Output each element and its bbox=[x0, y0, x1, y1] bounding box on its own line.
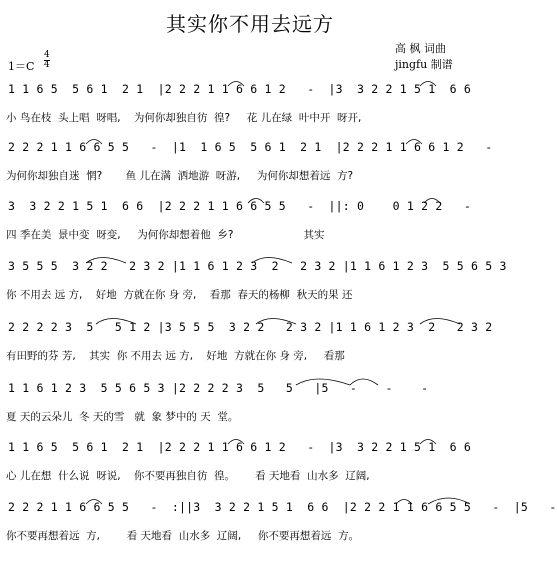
time-signature-top: 4 bbox=[44, 50, 50, 60]
lyric-line: 四 季在美 景中变 呀变, 为何你却想着他 乡? 其实 bbox=[6, 229, 325, 241]
key-signature: 1＝C bbox=[8, 60, 35, 73]
lyric-line: 小 鸟在枝 头上唱 呀唱, 为何你却独自彷 徨? 花 儿在绿 叶中开 呀开, bbox=[6, 112, 362, 124]
notation-line: 1 1 6 5 5 6 1 2 1 |2 2 2 1 1 6 6 1 2 - |3 3 2 2 1 5 1 6 6 bbox=[8, 440, 472, 454]
lyric-line: 有田野的芬 芳, 其实 你 不用去 远 方, 好地 方就在你 身 旁, 看那 bbox=[6, 350, 345, 362]
lyric-line: 心 儿在想 什么说 呀说, 你不要再独自彷 徨。 看 天地看 山水多 辽阔, bbox=[6, 470, 370, 482]
notation-line: 2 2 2 2 3 5 5 1 2 |3 5 5 5 3 2 2 2 3 2 |1 1 6 1 2 3 2 2 3 2 bbox=[8, 320, 493, 334]
song-title: 其实你不用去远方 bbox=[166, 12, 334, 36]
notation-line: 2 2 2 1 1 6 6 5 5 - |1 1 6 5 5 6 1 2 1 |2 2 2 1 1 6 6 1 2 - bbox=[8, 140, 493, 154]
lyric-line: 你 不用去 远 方, 好地 方就在你 身 旁, 看那 春天的杨柳 秋天的果 还 bbox=[6, 289, 353, 301]
notator-credit: jingfu 制谱 bbox=[395, 58, 453, 71]
score-line-6 bbox=[0, 381, 500, 441]
score-line-7 bbox=[0, 440, 500, 500]
lyric-line: 夏 天的云朵儿 冬 天的雪 就 象 梦中的 天 堂。 bbox=[6, 411, 239, 423]
score-line-5 bbox=[0, 320, 500, 380]
lyric-line: 你不要再想着远 方, 看 天地看 山水多 辽阔, 你不要再想着远 方。 bbox=[6, 530, 360, 542]
score-line-1 bbox=[0, 82, 500, 142]
notation-line: 1 1 6 5 5 6 1 2 1 |2 2 2 1 1 6 6 1 2 - |3 3 2 2 1 5 1 6 6 bbox=[8, 82, 472, 96]
notation-line: 1 1 6 1 2 3 5 5 6 5 3 |2 2 2 2 3 5 5 |5 - - - bbox=[8, 381, 429, 395]
score-line-4 bbox=[0, 259, 507, 319]
notation-line: 3 3 2 2 1 5 1 6 6 |2 2 2 1 1 6 6 5 5 - ||: 0 0 1 2 2 - bbox=[8, 199, 472, 213]
score-line-2 bbox=[0, 140, 500, 200]
lyricist-credit: 高 枫 词曲 bbox=[395, 42, 446, 55]
lyric-line: 为何你却独自迷 惘? 鱼 儿在满 洒地游 呀游, 为何你却想着远 方? bbox=[6, 170, 354, 182]
score-line-3 bbox=[0, 199, 500, 259]
time-signature bbox=[44, 51, 50, 70]
score-line-8 bbox=[0, 500, 557, 560]
notation-line: 2 2 2 1 1 6 6 5 5 - :||3 3 2 2 1 5 1 6 6 |2 2 2 1 1 6 6 5 5 - |5 - bbox=[8, 500, 557, 514]
time-signature-bottom: 4 bbox=[44, 60, 50, 70]
notation-line: 3 5 5 5 3 2 2 2 3 2 |1 1 6 1 2 3 2 2 3 2 |1 1 6 1 2 3 5 5 6 5 3 bbox=[8, 259, 507, 273]
